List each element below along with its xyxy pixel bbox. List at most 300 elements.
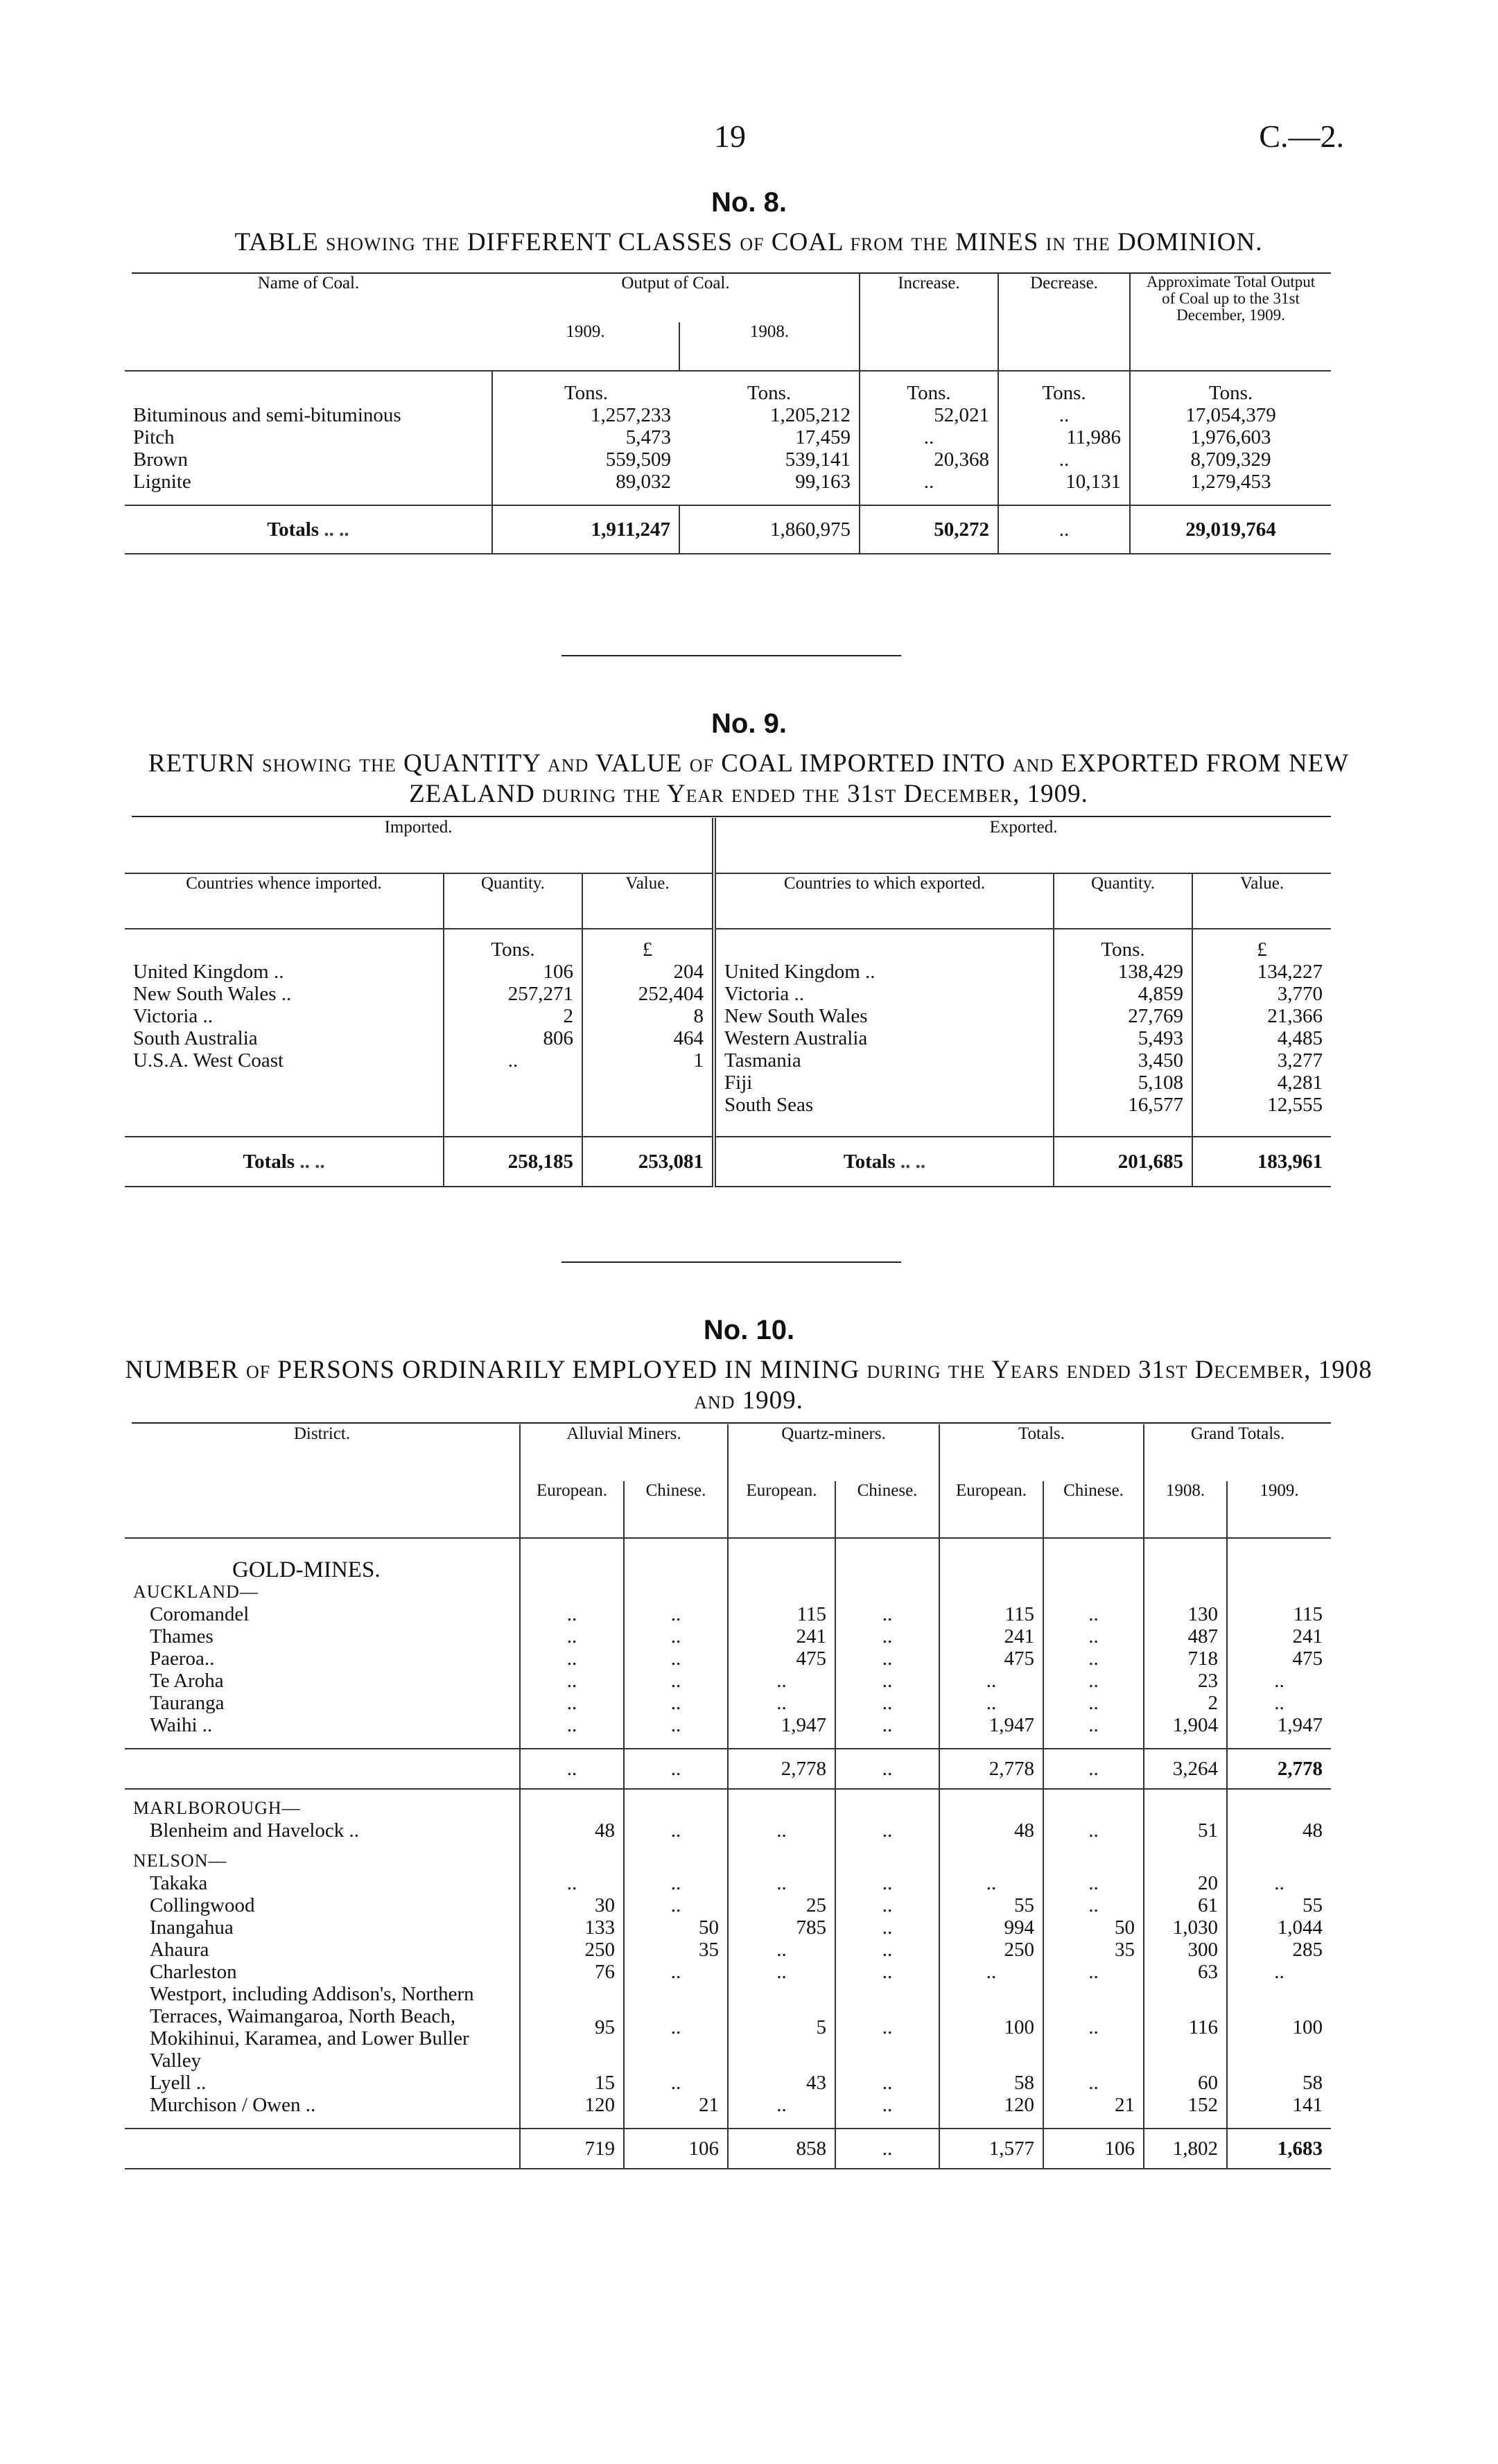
t9-imp-quantity: 2 bbox=[444, 1005, 582, 1027]
t10-cell: .. bbox=[624, 1714, 728, 1736]
t9-exp-value: 4,485 bbox=[1192, 1027, 1331, 1049]
t10-cell: .. bbox=[520, 1603, 624, 1625]
group-heading-row bbox=[125, 1850, 1331, 1872]
t10-cell: .. bbox=[835, 1939, 939, 1961]
t9-h-exp-value: Value. bbox=[1192, 873, 1331, 929]
t10-cell: .. bbox=[939, 1692, 1043, 1714]
table-row bbox=[125, 1027, 1331, 1049]
t10-cell: .. bbox=[728, 1939, 835, 1961]
group-heading-row bbox=[125, 1797, 1331, 1819]
t10-cell: 58 bbox=[939, 2072, 1043, 2094]
t8-cell-increase: 20,368 bbox=[860, 448, 998, 471]
table-row bbox=[125, 1603, 1331, 1625]
table8-number: No. 8. bbox=[711, 187, 787, 218]
t10-h-european: European. bbox=[728, 1481, 835, 1538]
t8-coal-name: Bituminous and semi-bituminous bbox=[133, 404, 401, 426]
t8-unit: Tons. bbox=[1130, 371, 1331, 404]
t9-unit-tons: Tons. bbox=[444, 929, 582, 961]
t10-cell: 141 bbox=[1227, 2094, 1331, 2116]
t9-imp-quantity: 806 bbox=[444, 1027, 582, 1049]
table-row bbox=[125, 1072, 1331, 1094]
t8-cell-1909: 1,257,233 bbox=[492, 404, 679, 426]
t8-cell-approx: 1,279,453 bbox=[1130, 471, 1331, 493]
t10-cell: 1,947 bbox=[728, 1714, 835, 1736]
t9-imp-empty bbox=[125, 1094, 444, 1116]
t10-district: Ahaura bbox=[150, 1939, 209, 1961]
subtotal-row bbox=[125, 2129, 1331, 2169]
page-code: C.—2. bbox=[1259, 119, 1344, 154]
t10-cell: 43 bbox=[728, 2072, 835, 2094]
t10-cell: .. bbox=[728, 1872, 835, 1894]
t10-cell: 48 bbox=[939, 1819, 1043, 1842]
t10-cell: .. bbox=[520, 1648, 624, 1670]
table-row bbox=[125, 1939, 1331, 1961]
t9-imp-value: 252,404 bbox=[582, 983, 714, 1005]
t9-imp-value: 464 bbox=[582, 1027, 714, 1049]
t10-cell: 60 bbox=[1144, 2072, 1227, 2094]
t10-cell: 994 bbox=[939, 1916, 1043, 1939]
t10-cell: .. bbox=[520, 1692, 624, 1714]
t10-h-totals: Totals. bbox=[939, 1424, 1144, 1481]
t9-total-imp-quantity: 258,185 bbox=[444, 1137, 582, 1187]
t8-total-1909: 1,911,247 bbox=[492, 505, 679, 554]
table9-number: No. 9. bbox=[711, 708, 787, 739]
table-row bbox=[125, 1692, 1331, 1714]
t9-exp-quantity: 4,859 bbox=[1054, 983, 1192, 1005]
t10-group-name: NELSON— bbox=[133, 1851, 227, 1871]
t10-district: Inangahua bbox=[150, 1916, 234, 1939]
t10-cell: .. bbox=[1043, 1603, 1144, 1625]
t9-unit-tons: Tons. bbox=[1054, 929, 1192, 961]
t9-exp-quantity: 16,577 bbox=[1054, 1094, 1192, 1116]
t8-h-output: Output of Coal. bbox=[621, 274, 730, 292]
t10-cell: .. bbox=[728, 1670, 835, 1692]
table-row bbox=[125, 1819, 1331, 1842]
t10-cell: .. bbox=[1043, 2072, 1144, 2094]
table-row bbox=[125, 2094, 1331, 2116]
t10-h-district: District. bbox=[293, 1424, 351, 1443]
t10-cell: 487 bbox=[1144, 1625, 1227, 1648]
t9-imp-value: 1 bbox=[582, 1049, 714, 1072]
t9-total-label: Totals bbox=[243, 1151, 295, 1173]
t10-cell: .. bbox=[728, 1819, 835, 1842]
t8-cell-approx: 17,054,379 bbox=[1130, 404, 1331, 426]
t8-total-label: Totals bbox=[267, 518, 320, 541]
t10-cell: 130 bbox=[1144, 1603, 1227, 1625]
t10-cell: 300 bbox=[1144, 1939, 1227, 1961]
t8-h-1908: 1908. bbox=[679, 322, 860, 371]
t10-group-name: AUCKLAND— bbox=[133, 1582, 259, 1602]
t10-subtotal-cell: .. bbox=[520, 1749, 624, 1789]
t8-cell-decrease: .. bbox=[998, 404, 1130, 426]
t10-subtotal-cell: 2,778 bbox=[1227, 1749, 1331, 1789]
divider-2 bbox=[561, 1261, 901, 1263]
t10-subtotal-cell: 106 bbox=[1043, 2129, 1144, 2169]
t8-cell-1908: 539,141 bbox=[785, 448, 851, 471]
t8-h-1909: 1909. bbox=[566, 322, 605, 341]
t8-cell-approx: 1,976,603 bbox=[1130, 426, 1331, 448]
t9-imp-empty bbox=[582, 1094, 714, 1116]
table-row bbox=[125, 471, 1331, 493]
t10-cell: .. bbox=[1043, 1714, 1144, 1736]
table-row bbox=[125, 1894, 1331, 1916]
t10-cell: 21 bbox=[1043, 2094, 1144, 2116]
t9-imp-country: New South Wales .. bbox=[133, 983, 292, 1005]
t8-cell-1909: 89,032 bbox=[492, 471, 679, 493]
t10-cell: .. bbox=[835, 1894, 939, 1916]
t10-district: Blenheim and Havelock .. bbox=[150, 1819, 359, 1842]
t9-exp-country: New South Wales bbox=[714, 1005, 1054, 1027]
t9-exp-quantity: 5,493 bbox=[1054, 1027, 1192, 1049]
t10-district: Thames bbox=[150, 1625, 214, 1648]
table10-top-rule bbox=[132, 1422, 1331, 1424]
t9-imp-country: South Australia bbox=[133, 1027, 258, 1049]
table-row bbox=[125, 1094, 1331, 1116]
t10-cell: 1,030 bbox=[1144, 1916, 1227, 1939]
t10-cell: 115 bbox=[728, 1603, 835, 1625]
t10-cell: 55 bbox=[1227, 1894, 1331, 1916]
t10-cell: 30 bbox=[520, 1894, 624, 1916]
t10-subtotal-cell: 719 bbox=[520, 2129, 624, 2169]
t10-cell: 48 bbox=[520, 1819, 624, 1842]
t10-h-grand: Grand Totals. bbox=[1144, 1424, 1331, 1481]
t10-district: Takaka bbox=[150, 1872, 208, 1894]
t8-cell-decrease: 10,131 bbox=[998, 471, 1130, 493]
t9-exp-value: 21,366 bbox=[1192, 1005, 1331, 1027]
t8-h-name: Name of Coal. bbox=[257, 274, 360, 292]
t10-subtotal-cell: 106 bbox=[624, 2129, 728, 2169]
t10-cell: 100 bbox=[1227, 1983, 1331, 2072]
t10-subtotal-cell: .. bbox=[835, 2129, 939, 2169]
t10-cell: .. bbox=[835, 1961, 939, 1983]
t10-cell: .. bbox=[728, 2094, 835, 2116]
t9-exp-country: South Seas bbox=[714, 1094, 1054, 1116]
t10-subtotal-cell: 1,683 bbox=[1227, 2129, 1331, 2169]
t10-cell: .. bbox=[1043, 1961, 1144, 1983]
t10-cell: .. bbox=[520, 1872, 624, 1894]
t9-imp-country: United Kingdom .. bbox=[133, 961, 284, 983]
t8-cell-1908: 1,205,212 bbox=[770, 404, 851, 426]
t10-cell: 285 bbox=[1227, 1939, 1331, 1961]
t10-cell: 21 bbox=[624, 2094, 728, 2116]
t10-cell: 152 bbox=[1144, 2094, 1227, 2116]
t10-cell: 1,947 bbox=[939, 1714, 1043, 1736]
subtotal-row bbox=[125, 1749, 1331, 1789]
t9-h-countries-to: Countries to which exported. bbox=[714, 873, 1054, 929]
t9-h-countries-from: Countries whence imported. bbox=[186, 874, 382, 893]
t10-h-1908: 1908. bbox=[1144, 1481, 1227, 1538]
t10-cell: 785 bbox=[728, 1916, 835, 1939]
t8-cell-increase: .. bbox=[860, 426, 998, 448]
t10-cell: .. bbox=[939, 1872, 1043, 1894]
t9-imp-value: 8 bbox=[582, 1005, 714, 1027]
t9-imp-empty bbox=[444, 1094, 582, 1116]
t10-cell: 120 bbox=[939, 2094, 1043, 2116]
t10-district: Murchison / Owen .. bbox=[150, 2094, 316, 2116]
t10-cell: 116 bbox=[1144, 1983, 1227, 2072]
t10-cell: 50 bbox=[624, 1916, 728, 1939]
t10-cell: 15 bbox=[520, 2072, 624, 2094]
t10-cell: .. bbox=[1043, 1648, 1144, 1670]
t10-cell: .. bbox=[835, 1983, 939, 2072]
t10-cell: .. bbox=[520, 1714, 624, 1736]
t10-cell: .. bbox=[520, 1625, 624, 1648]
t10-cell: 241 bbox=[939, 1625, 1043, 1648]
t10-cell: 23 bbox=[1144, 1670, 1227, 1692]
t10-cell: .. bbox=[835, 1819, 939, 1842]
t10-cell: .. bbox=[624, 1603, 728, 1625]
t10-district: Paeroa.. bbox=[150, 1648, 215, 1670]
t9-imp-empty bbox=[582, 1072, 714, 1094]
t10-cell: .. bbox=[1043, 1983, 1144, 2072]
t10-cell: 250 bbox=[520, 1939, 624, 1961]
t10-cell: .. bbox=[835, 2094, 939, 2116]
t9-exp-value: 4,281 bbox=[1192, 1072, 1331, 1094]
t10-cell: .. bbox=[835, 1916, 939, 1939]
t10-cell: .. bbox=[624, 1648, 728, 1670]
table-row bbox=[125, 1648, 1331, 1670]
table-row bbox=[125, 1670, 1331, 1692]
t9-exp-value: 3,277 bbox=[1192, 1049, 1331, 1072]
t10-subtotal-cell: 858 bbox=[728, 2129, 835, 2169]
t9-exp-country: Tasmania bbox=[714, 1049, 1054, 1072]
t9-exp-value: 134,227 bbox=[1192, 961, 1331, 983]
t8-total-1908: 1,860,975 bbox=[679, 505, 860, 554]
page-number: 19 bbox=[714, 119, 746, 154]
table10 bbox=[125, 1424, 1331, 2169]
t9-h-imported: Imported. bbox=[384, 818, 453, 837]
t8-cell-increase: .. bbox=[860, 471, 998, 493]
t9-total-exp-quantity: 201,685 bbox=[1054, 1137, 1192, 1187]
t10-cell: .. bbox=[1227, 1961, 1331, 1983]
t9-exp-value: 12,555 bbox=[1192, 1094, 1331, 1116]
t9-imp-quantity: 257,271 bbox=[444, 983, 582, 1005]
t10-district: Westport, including Addison's, Northern Terraces, Waimangaroa, North Beach, Mokihinui, Karamea, and Lower Buller Valley bbox=[150, 1983, 474, 2072]
t9-unit-pound: £ bbox=[582, 929, 714, 961]
t8-total-approx: 29,019,764 bbox=[1130, 505, 1331, 554]
table9-top-rule bbox=[132, 816, 1331, 817]
t10-cell: .. bbox=[1043, 1819, 1144, 1842]
t9-imp-empty bbox=[125, 1072, 444, 1094]
t10-cell: .. bbox=[624, 2072, 728, 2094]
t9-imp-country: U.S.A. West Coast bbox=[133, 1049, 284, 1072]
t9-h-exported: Exported. bbox=[714, 818, 1331, 873]
t10-cell: 35 bbox=[624, 1939, 728, 1961]
t9-exp-country: United Kingdom .. bbox=[714, 961, 1054, 983]
t8-h-approx: Approximate Total Output of Coal up to the 31st December, 1909. bbox=[1130, 274, 1331, 371]
t10-cell: 25 bbox=[728, 1894, 835, 1916]
t10-cell: .. bbox=[1043, 1894, 1144, 1916]
t10-cell: 63 bbox=[1144, 1961, 1227, 1983]
t9-h-imp-quantity: Quantity. bbox=[444, 873, 582, 929]
t8-cell-1908: 99,163 bbox=[795, 471, 851, 493]
t10-cell: .. bbox=[835, 1692, 939, 1714]
t10-cell: 35 bbox=[1043, 1939, 1144, 1961]
t10-cell: 1,904 bbox=[1144, 1714, 1227, 1736]
group-heading-row bbox=[125, 1581, 1331, 1603]
t9-exp-quantity: 3,450 bbox=[1054, 1049, 1192, 1072]
t10-cell: 250 bbox=[939, 1939, 1043, 1961]
t10-cell: 1,044 bbox=[1227, 1916, 1331, 1939]
t8-h-increase: Increase. bbox=[860, 274, 998, 371]
t10-cell: .. bbox=[835, 1670, 939, 1692]
t8-cell-1909: 5,473 bbox=[492, 426, 679, 448]
table10-caption: NUMBER of PERSONS ORDINARILY EMPLOYED IN MINING during the Years ended 31st December, 1908 and 1909. bbox=[125, 1356, 1373, 1415]
t9-exp-quantity: 5,108 bbox=[1054, 1072, 1192, 1094]
t8-coal-name: Lignite bbox=[133, 471, 191, 493]
t10-cell: .. bbox=[835, 2072, 939, 2094]
t9-exp-quantity: 138,429 bbox=[1054, 961, 1192, 983]
t10-cell: .. bbox=[520, 1670, 624, 1692]
t10-cell: .. bbox=[624, 1625, 728, 1648]
table-row bbox=[125, 1714, 1331, 1736]
t9-unit-pound: £ bbox=[1192, 929, 1331, 961]
t10-district: Tauranga bbox=[150, 1692, 225, 1714]
t8-cell-decrease: 11,986 bbox=[998, 426, 1130, 448]
t10-cell: .. bbox=[1043, 1670, 1144, 1692]
t10-subtotal-cell: 1,577 bbox=[939, 2129, 1043, 2169]
t9-exp-country: Western Australia bbox=[714, 1027, 1054, 1049]
table10-number: No. 10. bbox=[703, 1315, 795, 1345]
t9-h-imp-value: Value. bbox=[582, 873, 714, 929]
t9-exp-country: Victoria .. bbox=[714, 983, 1054, 1005]
t10-cell: .. bbox=[624, 1894, 728, 1916]
table-row bbox=[125, 983, 1331, 1005]
t8-coal-name: Pitch bbox=[133, 426, 175, 448]
t10-cell: .. bbox=[624, 1819, 728, 1842]
t10-h-1909: 1909. bbox=[1227, 1481, 1331, 1538]
t10-h-european: European. bbox=[520, 1481, 624, 1538]
t10-cell: .. bbox=[624, 1872, 728, 1894]
table-row bbox=[125, 448, 1331, 471]
t10-district: Waihi .. bbox=[150, 1714, 213, 1736]
t10-subtotal-cell: 2,778 bbox=[728, 1749, 835, 1789]
divider-1 bbox=[561, 655, 901, 656]
t10-subtotal-cell: .. bbox=[624, 1749, 728, 1789]
t10-cell: 58 bbox=[1227, 2072, 1331, 2094]
t9-imp-value: 204 bbox=[582, 961, 714, 983]
t10-cell: 133 bbox=[520, 1916, 624, 1939]
t10-subtotal-cell: 1,802 bbox=[1144, 2129, 1227, 2169]
t9-imp-empty bbox=[444, 1072, 582, 1094]
t10-cell: 241 bbox=[728, 1625, 835, 1648]
t8-unit: Tons. bbox=[492, 371, 679, 404]
t10-cell: .. bbox=[835, 1648, 939, 1670]
t10-cell: 475 bbox=[728, 1648, 835, 1670]
t10-h-chinese: Chinese. bbox=[1043, 1481, 1144, 1538]
t10-cell: 61 bbox=[1144, 1894, 1227, 1916]
t10-district: Te Aroha bbox=[150, 1670, 224, 1692]
t10-cell: 95 bbox=[520, 1983, 624, 2072]
t10-subtotal-cell: .. bbox=[1043, 1749, 1144, 1789]
table-row bbox=[125, 1961, 1331, 1983]
table-row bbox=[125, 1049, 1331, 1072]
t8-coal-name: Brown bbox=[133, 448, 188, 471]
table9: Imported. Exported. Countries whence imported. Quantity. Value. Countries to which exported. Quantity. Value. Tons. £ Tons. £ United Kingdom .. 106 204 United Kingdom .. 138,429 134,227 New South Wales .. 257,271 252,404 Victoria .. 4,859 3,770 Victoria .. 2 8 New South Wales 27,769 21,366 South Australia 806 464 Western Australia 5,493 4,485 U.S.A. West Coast .. 1 Tasmania 3,450 3,277 Fiji 5,108 4,281 South Seas 16,577 12,555 Totals .. .. 258,185 253,081 Totals .. .. 201,685 183,961 bbox=[125, 818, 1331, 1187]
t10-district: Collingwood bbox=[150, 1894, 255, 1916]
t9-total-imp-value: 253,081 bbox=[582, 1137, 714, 1187]
t9-exp-quantity: 27,769 bbox=[1054, 1005, 1192, 1027]
t10-cell: 475 bbox=[939, 1648, 1043, 1670]
t10-cell: .. bbox=[624, 1692, 728, 1714]
table-row bbox=[125, 1872, 1331, 1894]
t8-cell-increase: 52,021 bbox=[860, 404, 998, 426]
t10-cell: 1,947 bbox=[1227, 1714, 1331, 1736]
t9-imp-quantity: 106 bbox=[444, 961, 582, 983]
t10-cell: .. bbox=[728, 1692, 835, 1714]
t9-total-exp-value: 183,961 bbox=[1192, 1137, 1331, 1187]
t10-cell: 20 bbox=[1144, 1872, 1227, 1894]
t10-cell: .. bbox=[1227, 1872, 1331, 1894]
t10-cell: .. bbox=[835, 1872, 939, 1894]
table-row bbox=[125, 1625, 1331, 1648]
t10-cell: 2 bbox=[1144, 1692, 1227, 1714]
t10-cell: 5 bbox=[728, 1983, 835, 2072]
t10-cell: 120 bbox=[520, 2094, 624, 2116]
table-row bbox=[125, 1916, 1331, 1939]
t8-unit: Tons. bbox=[860, 371, 998, 404]
t10-cell: 475 bbox=[1227, 1648, 1331, 1670]
t10-cell: .. bbox=[835, 1625, 939, 1648]
t9-exp-country: Fiji bbox=[714, 1072, 1054, 1094]
t10-cell: 55 bbox=[939, 1894, 1043, 1916]
table-row bbox=[125, 1983, 1331, 2072]
t10-cell: .. bbox=[1043, 1872, 1144, 1894]
table-row bbox=[125, 426, 1331, 448]
t10-cell: .. bbox=[835, 1603, 939, 1625]
t10-cell: 48 bbox=[1227, 1819, 1331, 1842]
t10-cell: .. bbox=[1227, 1670, 1331, 1692]
t9-imp-quantity: .. bbox=[444, 1049, 582, 1072]
t10-cell: .. bbox=[835, 1714, 939, 1736]
t10-cell: 241 bbox=[1227, 1625, 1331, 1648]
t10-h-chinese: Chinese. bbox=[624, 1481, 728, 1538]
t10-subtotal-cell: 2,778 bbox=[939, 1749, 1043, 1789]
t10-district: Charleston bbox=[150, 1961, 237, 1983]
t10-cell: .. bbox=[939, 1961, 1043, 1983]
table9-caption: RETURN showing the QUANTITY and VALUE of COAL IMPORTED INTO and EXPORTED FROM NEW ZEALAND during the Year ended the 31st December, 1909. bbox=[148, 749, 1350, 808]
t10-subtotal-cell: .. bbox=[835, 1749, 939, 1789]
t10-district: Lyell .. bbox=[150, 2072, 207, 2094]
t10-cell: .. bbox=[624, 1670, 728, 1692]
t10-section-title: GOLD-MINES. bbox=[232, 1557, 381, 1582]
t10-cell: 76 bbox=[520, 1961, 624, 1983]
t10-cell: 51 bbox=[1144, 1819, 1227, 1842]
t8-total-decrease: .. bbox=[998, 505, 1130, 554]
t10-cell: 50 bbox=[1043, 1916, 1144, 1939]
t10-cell: .. bbox=[1043, 1625, 1144, 1648]
t10-group-name: MARLBOROUGH— bbox=[133, 1798, 301, 1818]
t10-cell: 718 bbox=[1144, 1648, 1227, 1670]
t8-unit: Tons. bbox=[998, 371, 1130, 404]
t10-cell: .. bbox=[728, 1961, 835, 1983]
t10-cell: .. bbox=[624, 1961, 728, 1983]
t10-cell: 115 bbox=[1227, 1603, 1331, 1625]
t8-cell-1908: 17,459 bbox=[795, 426, 851, 448]
t9-total-label-exp: Totals bbox=[843, 1151, 896, 1173]
t8-total-increase: 50,272 bbox=[860, 505, 998, 554]
t10-cell: .. bbox=[1043, 1692, 1144, 1714]
table-row bbox=[125, 2072, 1331, 2094]
t10-cell: .. bbox=[624, 1983, 728, 2072]
t10-cell: .. bbox=[1227, 1692, 1331, 1714]
t10-subtotal-cell: 3,264 bbox=[1144, 1749, 1227, 1789]
t10-h-quartz: Quartz-miners. bbox=[728, 1424, 939, 1481]
table-row bbox=[125, 1005, 1331, 1027]
t10-h-european: European. bbox=[939, 1481, 1043, 1538]
t8-h-decrease: Decrease. bbox=[998, 274, 1130, 371]
t8-unit: Tons. bbox=[747, 382, 792, 404]
